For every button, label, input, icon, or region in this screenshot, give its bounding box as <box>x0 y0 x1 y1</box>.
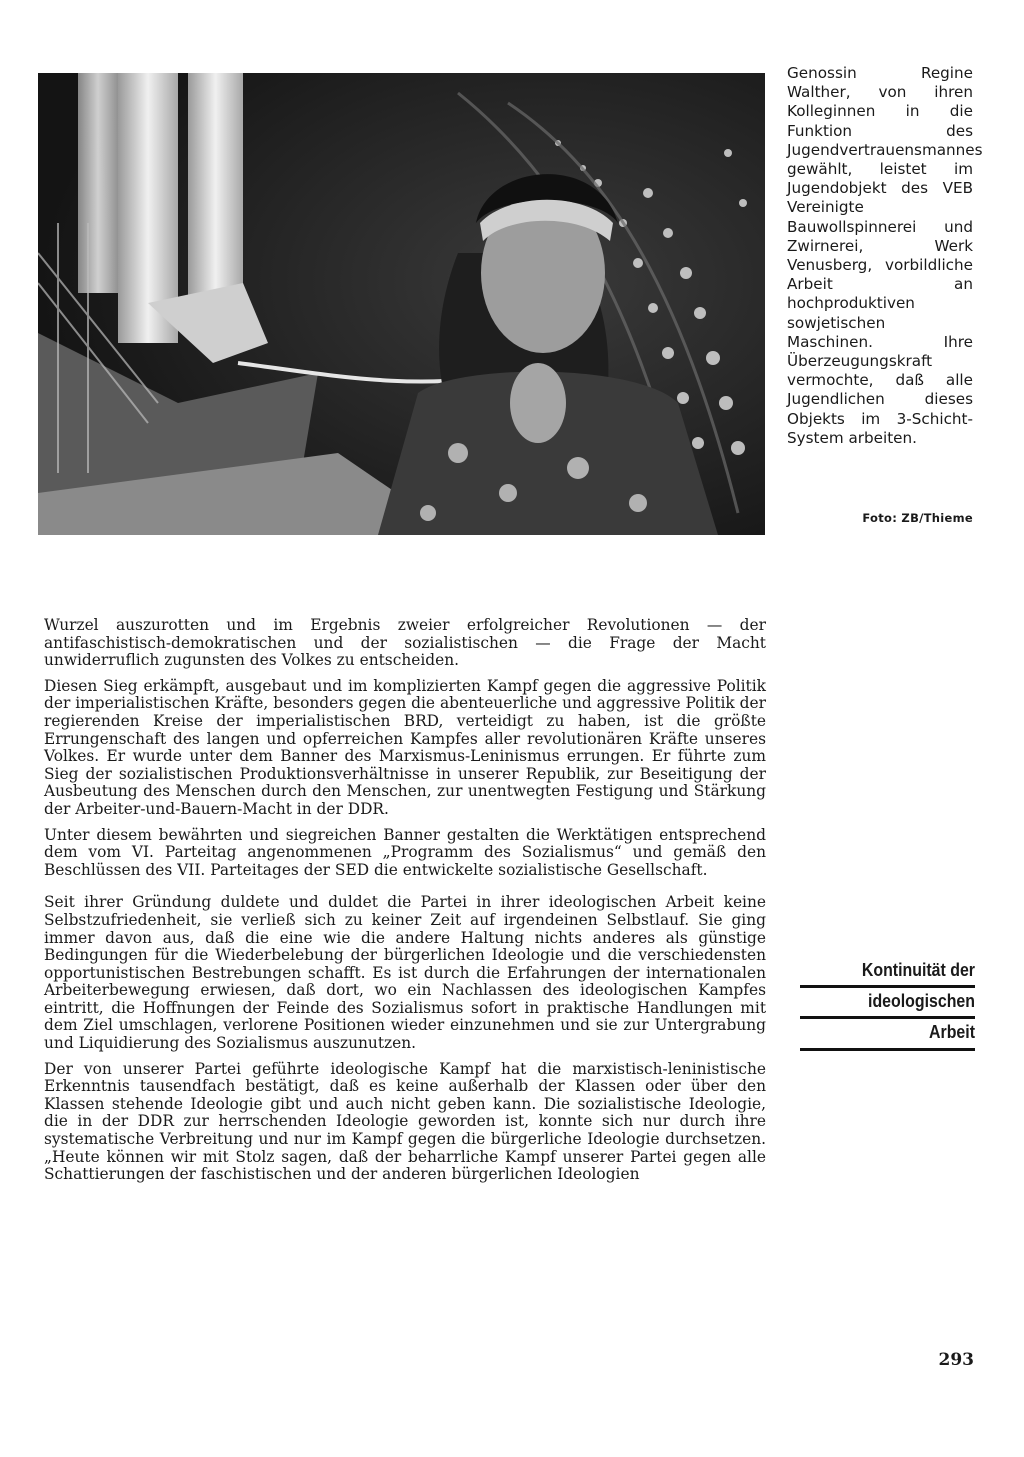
photo-credit: Foto: ZB/Thieme <box>862 511 973 525</box>
photo-caption: Genossin Regine Walther, von ihren Kolleginnen in die Funktion des Jugendvertrauensmannes gewählt, leistet im Jugendobjekt des VEB Vereinigte Bauwollspinnerei und Zwirnerei, Werk Venusberg, vorbildliche Arbeit an hochproduktiven sowjetischen Maschinen. Ihre Überzeugungskraft vermochte, daß alle Jugendlichen dieses Objekts im 3-Schicht-System arbeiten. <box>787 64 983 447</box>
side-heading-line-1: Kontinuität der <box>861 959 975 980</box>
paragraph-1: Wurzel auszurotten und im Ergebnis zweier erfolgreicher Revolutionen — der antifaschistisch-demokratischen und der sozialistischen — die Frage der Macht unwiderruflich zugunsten des Volkes zu entscheiden. <box>44 616 766 670</box>
paragraph-5: Der von unserer Partei geführte ideologische Kampf hat die marxistisch-leninistische Erkenntnis tausendfach bestätigt, daß es keine außerhalb der Klassen oder über den Klassen stehende Ideologie gibt und auch nicht geben kann. Die sozialistische Ideologie, die in der DDR zur herrschenden Ideologie geworden ist, konnte sich nur durch ihre systematische Verbreitung und nur im Kampf gegen die bürgerliche Ideologie durchsetzen. „Heute können wir mit Stolz sagen, daß der beharrliche Kampf unserer Partei gegen alle Schattierungen der faschistischen und der anderen bürgerlichen Ideologien <box>44 1059 766 1184</box>
page-number: 293 <box>938 1350 974 1370</box>
article-body <box>44 617 766 1192</box>
side-heading-line-3: Arbeit <box>929 1021 975 1042</box>
side-heading-rule-1 <box>800 985 975 988</box>
photo-illustration <box>38 73 765 535</box>
paragraph-4: Seit ihrer Gründung duldete und duldet die Partei in ihrer ideologischen Arbeit keine Selbstzufriedenheit, sie verließ sich zu keiner Zeit auf irgendeinen Selbstlauf. Sie ging immer davon aus, daß die eine wie die andere Haltung nichts anderes als günstige Bedingungen für die Wiederbelebung der bürgerlichen Ideologie und die verschiedensten opportunistischen Bestrebungen schafft. Es ist durch die Erfahrungen der internationalen Arbeiterbewegung erwiesen, daß dort, wo ein Nachlassen des ideologischen Kampfes eintritt, die Hoffnungen der Feinde des Sozialismus sofort in praktische Handlungen mit dem Ziel umschlagen, verlorene Positionen wieder einzunehmen und sie zur Untergrabung und Liquidierung des Sozialismus auszunutzen. <box>44 893 766 1053</box>
side-heading <box>795 954 975 1047</box>
spinner-at-machine-photo <box>38 73 765 535</box>
side-heading-rule-3 <box>800 1048 975 1051</box>
paragraph-2: Diesen Sieg erkämpft, ausgebaut und im komplizierten Kampf gegen die aggressive Politik der imperialistischen Kräfte, besonders gegen die abenteuerliche und aggressive Politik der regierenden Kreise der imperialistischen BRD, verteidigt zu haben, ist die größte Errungenschaft des langen und opferreichen Kampfes aller revolutionären Kräfte unseres Volkes. Er wurde unter dem Banner des Marxismus-Leninismus errungen. Er führte zum Sieg der sozialistischen Produktionsverhältnisse in unserer Republik, zur Beseitigung der Ausbeutung des Menschen durch den Menschen, zur unentwegten Festigung und Stärkung der Arbeiter-und-Bauern-Macht in der DDR. <box>44 676 766 818</box>
side-heading-rule-2 <box>800 1016 975 1019</box>
paragraph-3: Unter diesem bewährten und siegreichen Banner gestalten die Werktätigen entsprechend dem vom VI. Parteitag angenommenen „Programm des Sozialismus“ und gemäß den Beschlüssen des VII. Parteitages der SED die entwickelte sozialistische Gesellschaft. <box>44 825 766 879</box>
side-heading-line-2: ideologischen <box>868 990 975 1011</box>
